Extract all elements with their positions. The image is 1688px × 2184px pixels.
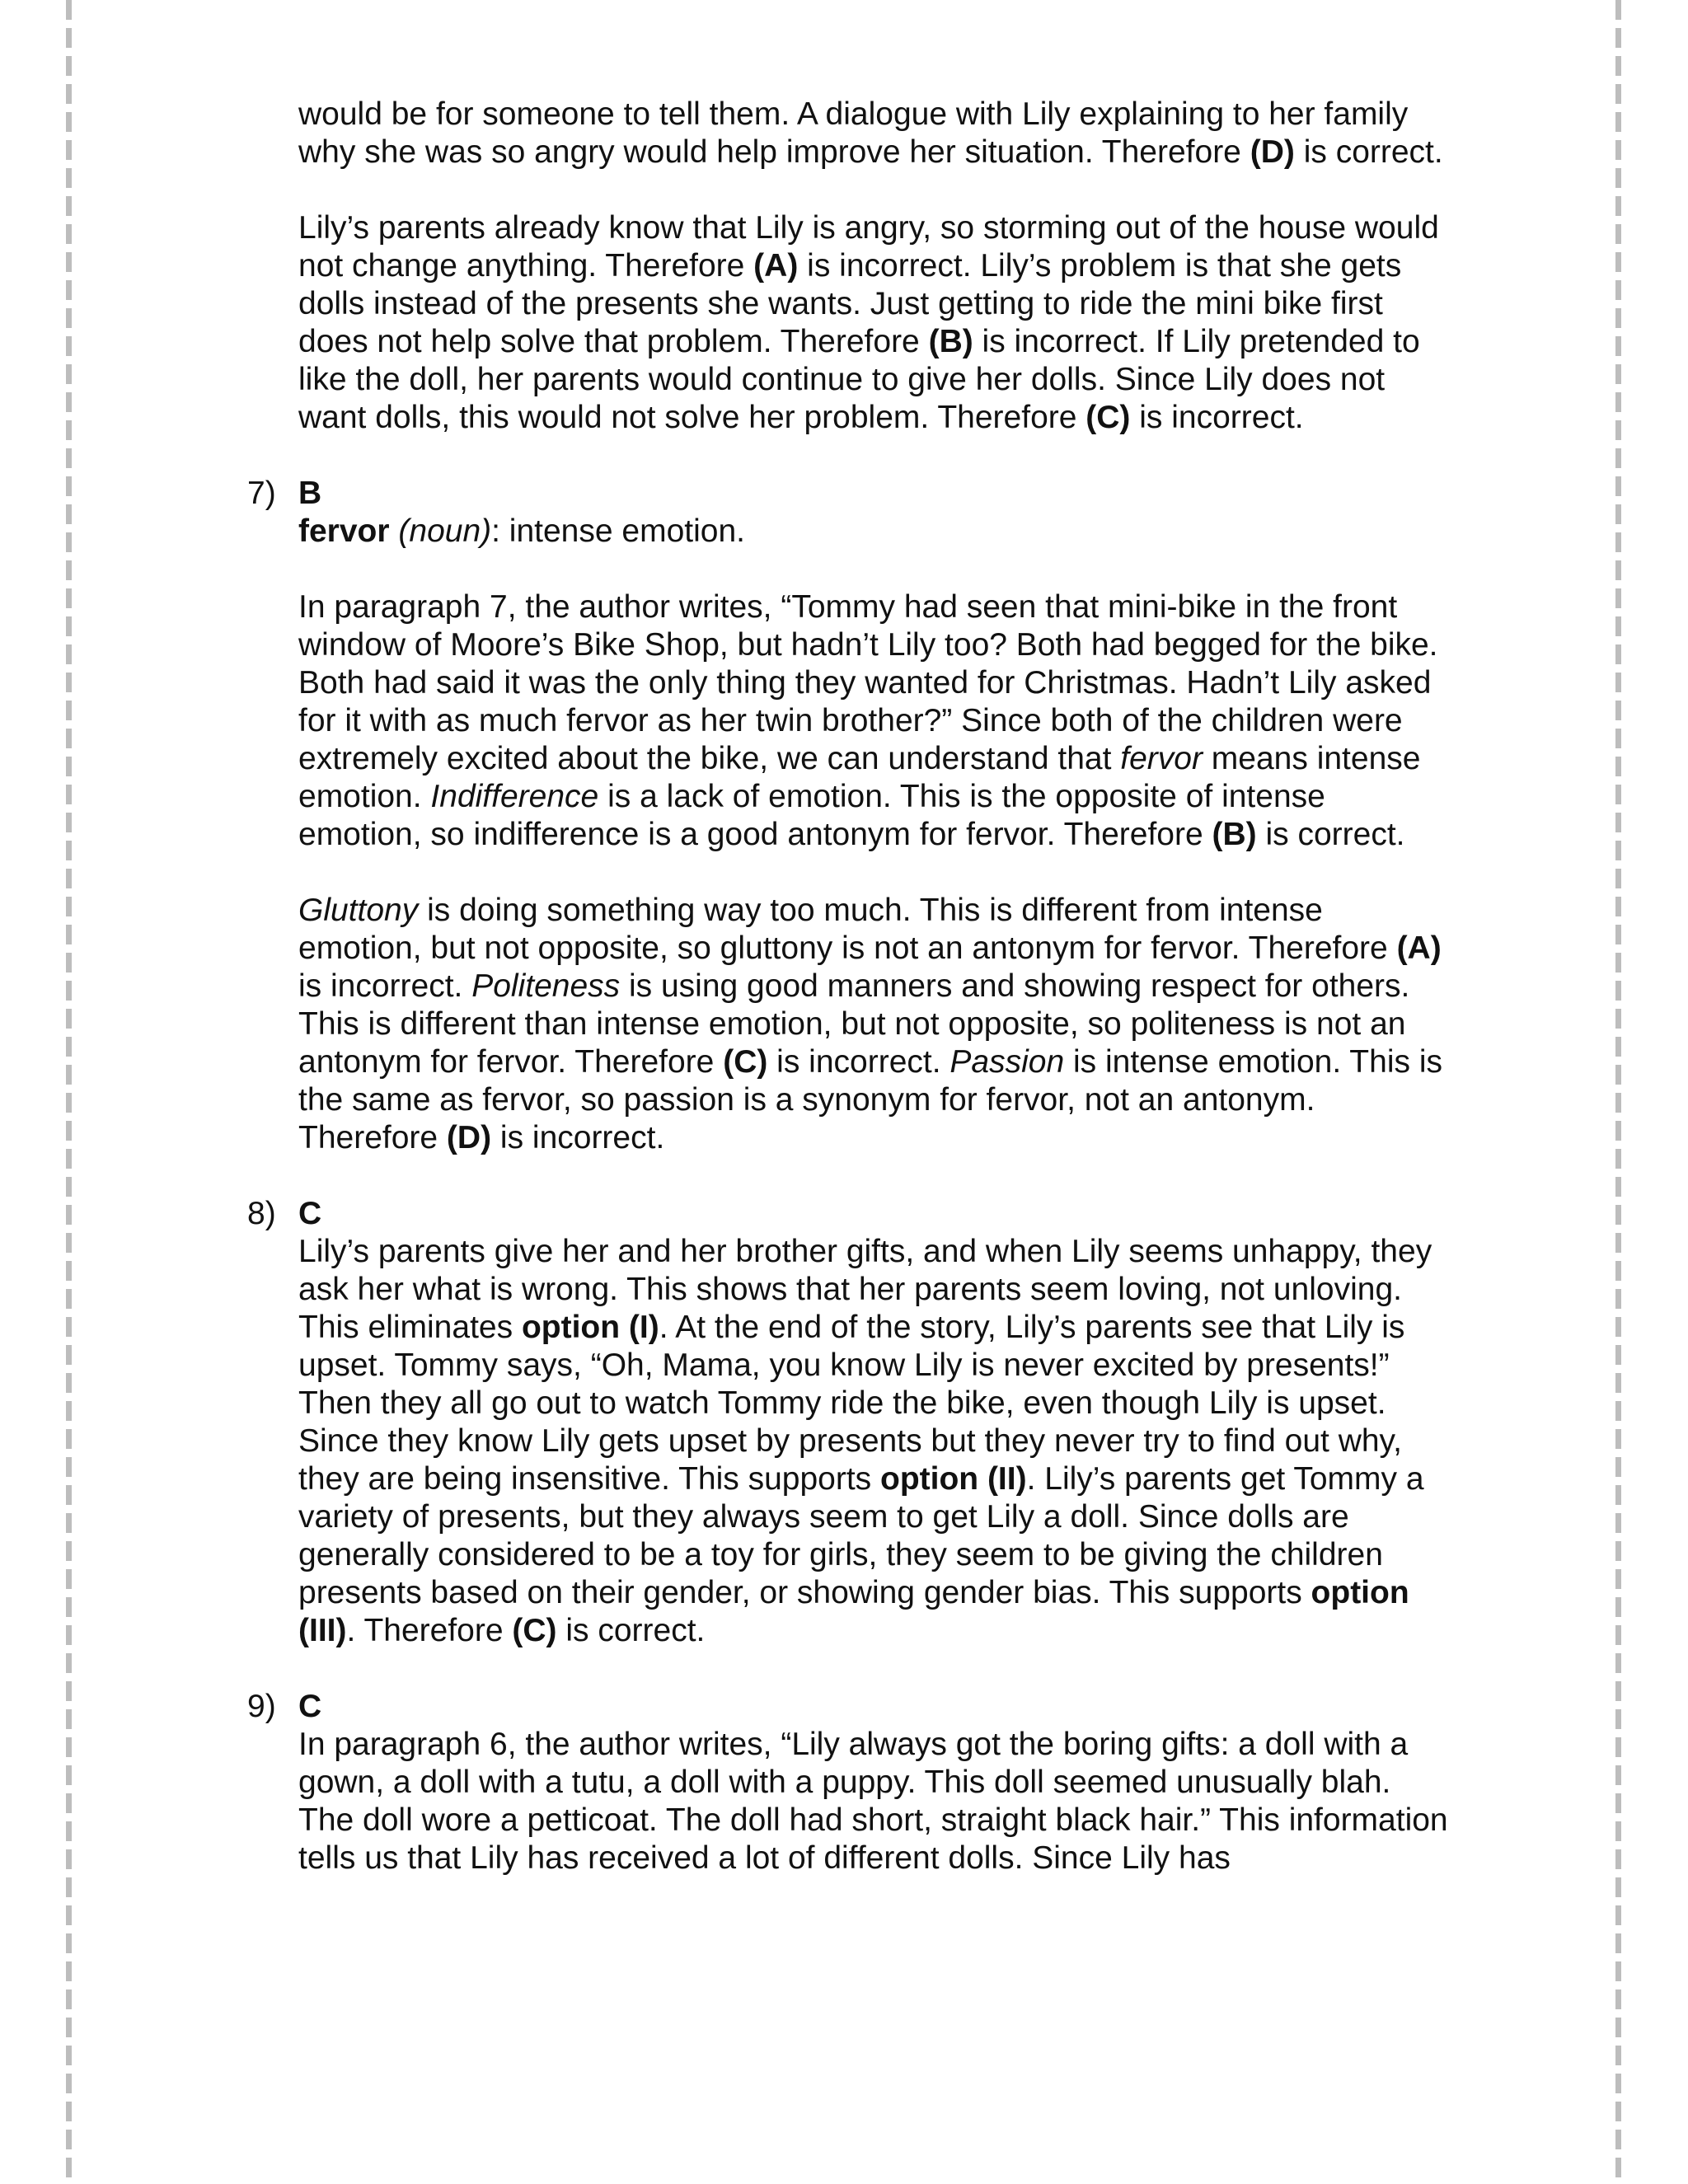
bold-text: (D): [446, 1120, 492, 1155]
text-run: is incorrect.: [1130, 400, 1304, 435]
question-item-9: [247, 1688, 1452, 1877]
bold-text: (B): [1212, 817, 1257, 852]
bold-text: fervor: [298, 513, 390, 549]
question-number: 7): [247, 476, 276, 511]
bold-text: option (I): [521, 1310, 659, 1345]
bold-text: (C): [512, 1613, 557, 1648]
italic-text: fervor: [1120, 741, 1203, 776]
bold-text: (A): [753, 248, 799, 284]
bold-text: (C): [1085, 400, 1131, 435]
text-run: is intense emotion. This is the same as fervor, so passion is a synonym for fervor, not an antonym. Therefore: [298, 1044, 1442, 1155]
bold-text: (A): [1396, 930, 1442, 966]
text-run: In paragraph 6, the author writes, “Lily always got the boring gifts: a doll with a gown, a doll with a tutu, a doll with a puppy. This doll seemed unusually blah. The doll wore a petticoat. The doll had short, straight black hair.” This information tells us that Lily has received a lot of different dolls. Since Lily has: [298, 1727, 1448, 1876]
text-run: [390, 513, 399, 549]
page-border-right: [1615, 0, 1621, 2184]
explanation-paragraph: [298, 1233, 1452, 1650]
text-run: is incorrect.: [767, 1044, 950, 1080]
bold-text: option (II): [880, 1461, 1027, 1497]
continuation-paragraph-1: [298, 96, 1452, 171]
text-run: is correct.: [1256, 817, 1405, 852]
text-run: is incorrect. Lily’s problem is that she gets dolls instead of the presents she wants. Just getting to ride the mini bike first does not help solve that problem. Therefore: [298, 248, 1402, 359]
text-run: In paragraph 7, the author writes, “Tommy had seen that mini-bike in the front window of Moore’s Bike Shop, but hadn’t Lily too? Both had begged for the bike. Both had said it was the only thing they wanted for Christmas. Hadn’t Lily asked for it with as much fervor as her twin brother?” Since both of the children were extremely excited about the bike, we can understand that: [298, 589, 1438, 776]
explanation-paragraph: [298, 588, 1452, 854]
definition-line: [298, 513, 1452, 551]
explanation-paragraph: [298, 1726, 1452, 1877]
italic-text: Passion: [950, 1044, 1065, 1080]
answer-letter: C: [298, 1689, 322, 1724]
text-run: Lily’s parents give her and her brother gifts, and when Lily seems unhappy, they ask her what is wrong. This shows that her parents seem loving, not unloving. This eliminates: [298, 1234, 1432, 1345]
italic-text: Politeness: [471, 968, 621, 1004]
text-run: : intense emotion.: [491, 513, 745, 549]
italic-text: (noun): [398, 513, 492, 549]
text-run: would be for someone to tell them. A dialogue with Lily explaining to her family why she was so angry would help improve her situation. Therefore: [298, 96, 1409, 170]
page-border-left: [66, 0, 72, 2184]
text-run: is correct.: [1294, 134, 1443, 170]
text-run: is incorrect.: [298, 968, 472, 1004]
text-run: is incorrect.: [491, 1120, 665, 1155]
question-number: 9): [247, 1689, 276, 1724]
text-run: is correct.: [556, 1613, 706, 1648]
answer-explanations: [247, 96, 1452, 1915]
bold-text: (C): [723, 1044, 768, 1080]
bold-text: option (III): [298, 1575, 1409, 1648]
text-run: is doing something way too much. This is different from intense emotion, but not opposite, so gluttony is not an antonym for fervor. Therefore: [298, 893, 1397, 966]
italic-text: Indifference: [430, 779, 599, 814]
text-run: means intense emotion.: [298, 741, 1421, 814]
text-run: is using good manners and showing respect for others. This is different than intense emotion, but not opposite, so politeness is not an antonym for fervor. Therefore: [298, 968, 1410, 1080]
answer-letter: B: [298, 476, 322, 511]
bold-text: (B): [928, 324, 973, 359]
question-number: 8): [247, 1196, 276, 1231]
text-run: is incorrect. If Lily pretended to like the doll, her parents would continue to give her dolls. Since Lily does not want dolls, this would not solve her problem. Therefore: [298, 324, 1420, 435]
text-run: is a lack of emotion. This is the opposite of intense emotion, so indifference is a good antonym for fervor. Therefore: [298, 779, 1325, 852]
continuation-paragraph-2: [298, 209, 1452, 437]
text-run: . Therefore: [346, 1613, 513, 1648]
bold-text: (D): [1250, 134, 1295, 170]
italic-text: Gluttony: [298, 893, 419, 928]
text-run: . At the end of the story, Lily’s parents see that Lily is upset. Tommy says, “Oh, Mama, you know Lily is never excited by presents!” Then they all go out to watch Tommy ride the bike, even though Lily is upset. Since they know Lily gets upset by presents but they never try to find out why, they are being insensitive. This supports: [298, 1310, 1405, 1497]
answer-letter: C: [298, 1196, 322, 1231]
question-item-8: [247, 1195, 1452, 1650]
explanation-paragraph: [298, 892, 1452, 1157]
text-run: . Lily’s parents get Tommy a variety of presents, but they always seem to get Lily a doll. Since dolls are generally considered to be a toy for girls, they seem to be giving the children presents based on their gender, or showing gender bias. This supports: [298, 1461, 1424, 1610]
text-run: Lily’s parents already know that Lily is angry, so storming out of the house would not change anything. Therefore: [298, 210, 1439, 284]
question-item-7: [247, 475, 1452, 1157]
